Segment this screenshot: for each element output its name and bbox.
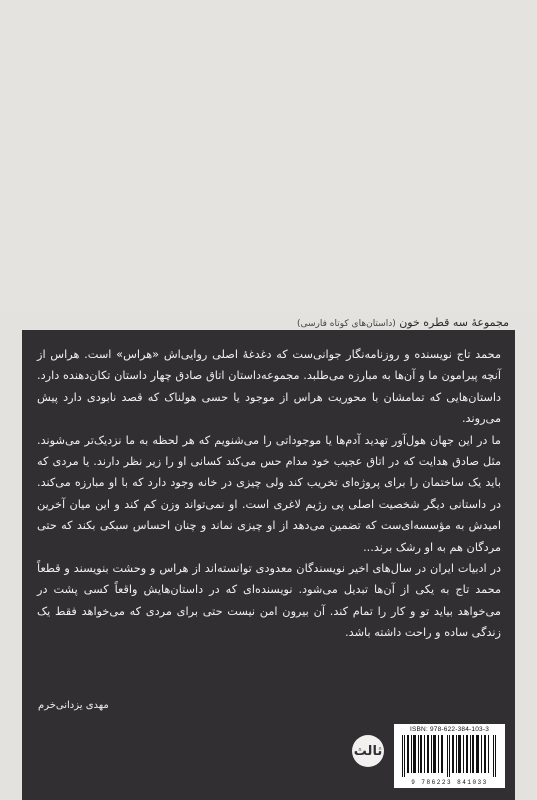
blurb-paragraph-1: محمد تاج نویسنده و روزنامه‌نگار جوانی‌ست که دغدغهٔ اصلی روایی‌اش «هراس» است. هراس از آنچه پیرامون ما و آن‌ها به مبارزه می‌طلبد. مجموعه‌داستان اتاق صادق چهار داستان تکان‌دهنده دارد. داستان‌هایی که تمامشان با محوریت هراس از موجود یا حسی هولناک که قصد نابودی دارد پیش می‌روند. [37, 348, 501, 426]
blurb-author: مهدی یزدانی‌خرم [38, 700, 109, 711]
blurb-paragraph-2: ما در این جهان هول‌آور تهدید آدم‌ها یا موجوداتی را می‌شنویم که هر لحظه به ما نزدیک‌تر می‌شوند. مثل صادق هدایت که در اتاق عجیب خود مدام حس می‌کند کسانی او را زیر نظر دارند. یا مردی که باید یک ساختمان را برای پروژه‌ای تخریب کند ولی چیزی در خانه وجود دارد که با او مبارزه می‌کند. در داستانی دیگر شخصیت اصلی پی رژیم لاغری است. او نمی‌تواند وزن کم کند و این میان آخرین امیدش به مؤسسه‌ای‌ست که تضمین می‌دهد از او چیزی نماند و چنان احساس سبکی بکند که حتی مردگان هم به او رشک برند... [37, 433, 501, 554]
isbn-barcode-box [394, 724, 505, 788]
blurb-paragraph-3: در ادبیات ایران در سال‌های اخیر نویسندگان معدودی توانسته‌اند از هراس و وحشت بنویسند و قطعاً محمد تاج به یکی از آن‌ها تبدیل می‌شود. نویسنده‌ای که در داستان‌هایش واقعاً کسی پشت در می‌خواهد بیاید تو و کار را تمام کند. آن بیرون امن نیست حتی برای مردی که می‌خواهد فقط یک زندگی ساده و راحت داشته باشد. [37, 562, 501, 640]
isbn-label: ISBN: 978-622-384-103-3 [409, 726, 490, 733]
publisher-logo-text: ثالث [353, 743, 383, 759]
series-subtitle: (داستان‌های کوتاه فارسی) [296, 319, 396, 329]
blurb-text [37, 344, 501, 644]
series-title-text: مجموعهٔ سه قطره خون [399, 316, 509, 329]
barcode-icon [402, 735, 497, 777]
back-cover-panel [22, 330, 515, 800]
cover-top-area [0, 0, 537, 312]
series-title [29, 316, 509, 329]
barcode-number: 9 786223 841033 [411, 779, 488, 786]
publisher-logo-icon [352, 735, 384, 767]
